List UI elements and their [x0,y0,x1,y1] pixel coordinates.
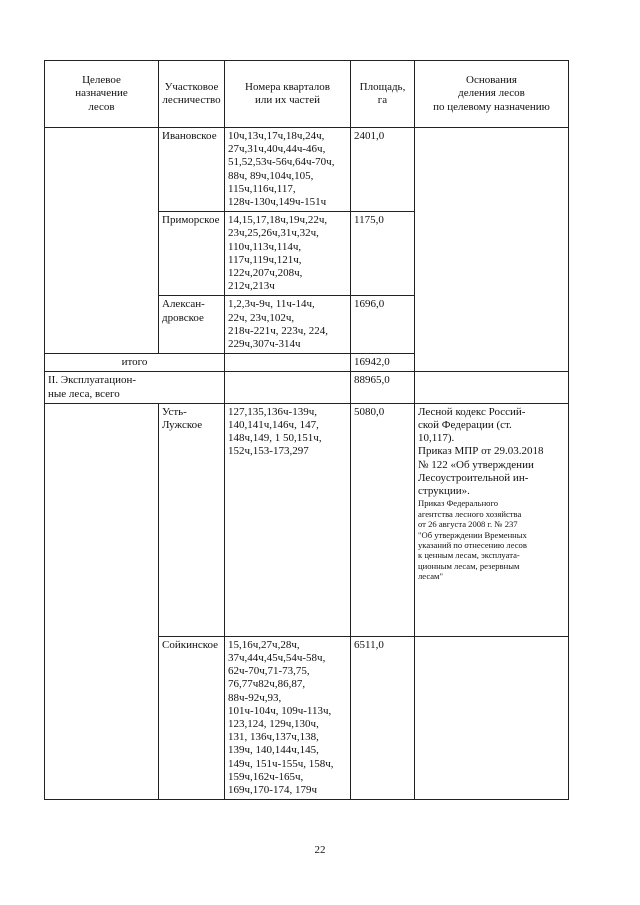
section-area: 88965,0 [351,372,415,403]
quarters-cell: 15,16ч,27ч,28ч, 37ч,44ч,45ч,54ч-58ч, 62ч-70ч,71-73,75, 76,77ч82ч,86,87, 88ч-92ч,93, 101ч-104ч, 109ч-113ч, 123,124, 129ч,130ч, 131, 136ч,137ч,138, 139ч, 140,144ч,145, 149ч, 151ч-155ч, 158ч, 159ч,162ч-165ч, 169ч,170-174, 179ч [225,636,351,799]
forestry-cell: Усть- Лужское [159,403,225,636]
basis-small-text: Приказ Федерального агентства лесного хозяйства от 26 августа 2008 г. № 237 "Об утверждении Временных указаний по отнесению лесов к ценным лесам, эксплуата- ционным лесам, резервным лесам" [418,498,527,582]
quarters-cell: 14,15,17,18ч,19ч,22ч, 23ч,25,26ч,31ч,32ч, 110ч,113ч,114ч, 117ч,119ч,121ч, 122ч,207ч,208ч, 212ч,213ч [225,212,351,296]
total-area: 16942,0 [351,354,415,372]
header-basis: Основания деления лесов по целевому назначению [415,61,569,128]
header-quarters: Номера кварталов или их частей [225,61,351,128]
basis-cell [415,403,569,636]
area-cell: 1175,0 [351,212,415,296]
section-label: II. Эксплуатацион- ные леса, всего [45,372,225,403]
header-purpose: Целевое назначение лесов [45,61,159,128]
table-row [45,128,569,212]
table-row [45,403,569,636]
quarters-cell: 1,2,3ч-9ч, 11ч-14ч, 22ч, 23ч,102ч, 218ч-221ч, 223ч, 224, 229ч,307ч-314ч [225,296,351,354]
section-basis-empty [415,372,569,403]
purpose-cell-empty [45,128,159,354]
total-label: итого [45,354,225,372]
header-area: Площадь, га [351,61,415,128]
section-quarters-empty [225,372,351,403]
forestry-cell: Алексан- дровское [159,296,225,354]
table-header-row [45,61,569,128]
area-cell: 5080,0 [351,403,415,636]
total-quarters-empty [225,354,351,372]
section-row [45,372,569,403]
quarters-cell: 10ч,13ч,17ч,18ч,24ч, 27ч,31ч,40ч,44ч-46ч, 51,52,53ч-56ч,64ч-70ч, 88ч, 89ч,104ч,105, 115ч,116ч,117, 128ч-130ч,149ч-151ч [225,128,351,212]
forestry-cell: Сойкинское [159,636,225,799]
area-cell: 1696,0 [351,296,415,354]
forest-purpose-table [44,60,569,800]
basis-main-text: Лесной кодекс Россий- ской Федерации (ст. 10,117). Приказ МПР от 29.03.2018 № 122 «Об утверждении Лесоустроительной ин- струкции». [418,405,544,498]
area-cell: 2401,0 [351,128,415,212]
basis-cell-empty [415,636,569,799]
forestry-cell: Приморское [159,212,225,296]
purpose-cell-empty [45,403,159,799]
area-cell: 6511,0 [351,636,415,799]
header-forestry: Участковое лесничество [159,61,225,128]
quarters-cell: 127,135,136ч-139ч, 140,141ч,146ч, 147, 148ч,149, 1 50,151ч, 152ч,153-173,297 [225,403,351,636]
forestry-cell: Ивановское [159,128,225,212]
page-number: 22 [314,844,326,856]
basis-cell-empty [415,128,569,372]
